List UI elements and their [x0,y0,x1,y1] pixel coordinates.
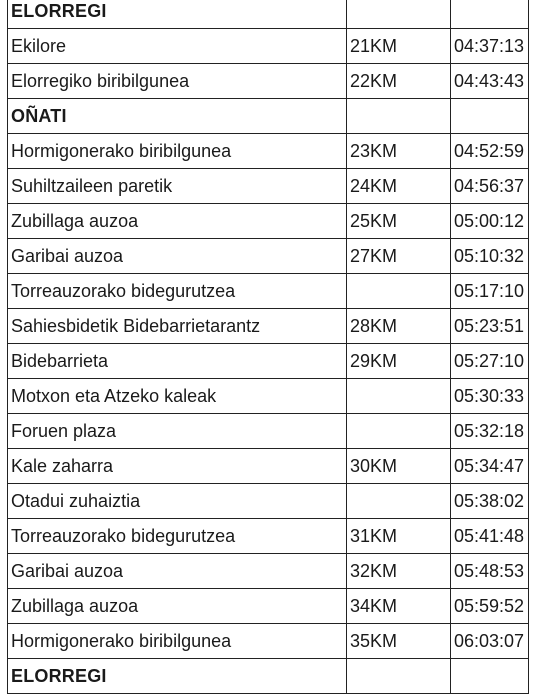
table-row [8,624,529,659]
section-header-row [8,99,529,134]
table-row [8,379,529,414]
time-cell: 04:37:13 [451,29,529,64]
time-cell: 05:30:33 [451,379,529,414]
time-cell: 04:56:37 [451,169,529,204]
time-cell: 05:59:52 [451,589,529,624]
place-cell: ELORREGI [8,659,347,694]
time-cell: 05:32:18 [451,414,529,449]
time-cell: 04:43:43 [451,64,529,99]
place-cell: Garibai auzoa [8,239,347,274]
place-cell: Garibai auzoa [8,554,347,589]
table-row [8,134,529,169]
distance-cell: 34KM [347,589,451,624]
distance-cell: 22KM [347,64,451,99]
place-cell: Torreauzorako bidegurutzea [8,519,347,554]
distance-cell [347,0,451,29]
place-cell: ELORREGI [8,0,347,29]
time-cell: 04:52:59 [451,134,529,169]
distance-cell: 25KM [347,204,451,239]
distance-cell: 35KM [347,624,451,659]
distance-cell [347,274,451,309]
time-cell: 05:27:10 [451,344,529,379]
distance-cell [347,379,451,414]
section-header-row [8,659,529,694]
table-row [8,274,529,309]
place-cell: Otadui zuhaiztia [8,484,347,519]
table-row [8,519,529,554]
place-cell: Sahiesbidetik Bidebarrietarantz [8,309,347,344]
table-row [8,449,529,484]
time-cell: 05:10:32 [451,239,529,274]
table-row [8,64,529,99]
table-row [8,309,529,344]
time-cell: 06:03:07 [451,624,529,659]
distance-cell: 30KM [347,449,451,484]
time-cell: 05:00:12 [451,204,529,239]
distance-cell [347,659,451,694]
distance-cell: 29KM [347,344,451,379]
table-row [8,239,529,274]
time-cell [451,99,529,134]
place-cell: Zubillaga auzoa [8,204,347,239]
section-header-row [8,0,529,29]
table-row [8,414,529,449]
time-cell: 05:38:02 [451,484,529,519]
place-cell: Foruen plaza [8,414,347,449]
place-cell: Hormigonerako biribilgunea [8,134,347,169]
place-cell: OÑATI [8,99,347,134]
distance-cell [347,99,451,134]
place-cell: Kale zaharra [8,449,347,484]
table-row [8,169,529,204]
distance-cell [347,484,451,519]
distance-cell: 24KM [347,169,451,204]
table-row [8,29,529,64]
time-cell: 05:41:48 [451,519,529,554]
time-cell [451,659,529,694]
place-cell: Torreauzorako bidegurutzea [8,274,347,309]
distance-cell: 23KM [347,134,451,169]
table-row [8,344,529,379]
distance-cell [347,414,451,449]
route-schedule-table [7,0,529,694]
time-cell: 05:48:53 [451,554,529,589]
place-cell: Ekilore [8,29,347,64]
distance-cell: 28KM [347,309,451,344]
distance-cell: 27KM [347,239,451,274]
place-cell: Suhiltzaileen paretik [8,169,347,204]
distance-cell: 21KM [347,29,451,64]
time-cell: 05:23:51 [451,309,529,344]
distance-cell: 31KM [347,519,451,554]
time-cell [451,0,529,29]
distance-cell: 32KM [347,554,451,589]
place-cell: Bidebarrieta [8,344,347,379]
place-cell: Elorregiko biribilgunea [8,64,347,99]
route-table-body [8,0,529,694]
place-cell: Motxon eta Atzeko kaleak [8,379,347,414]
table-row [8,484,529,519]
place-cell: Hormigonerako biribilgunea [8,624,347,659]
time-cell: 05:17:10 [451,274,529,309]
time-cell: 05:34:47 [451,449,529,484]
table-row [8,589,529,624]
table-row [8,554,529,589]
table-row [8,204,529,239]
place-cell: Zubillaga auzoa [8,589,347,624]
